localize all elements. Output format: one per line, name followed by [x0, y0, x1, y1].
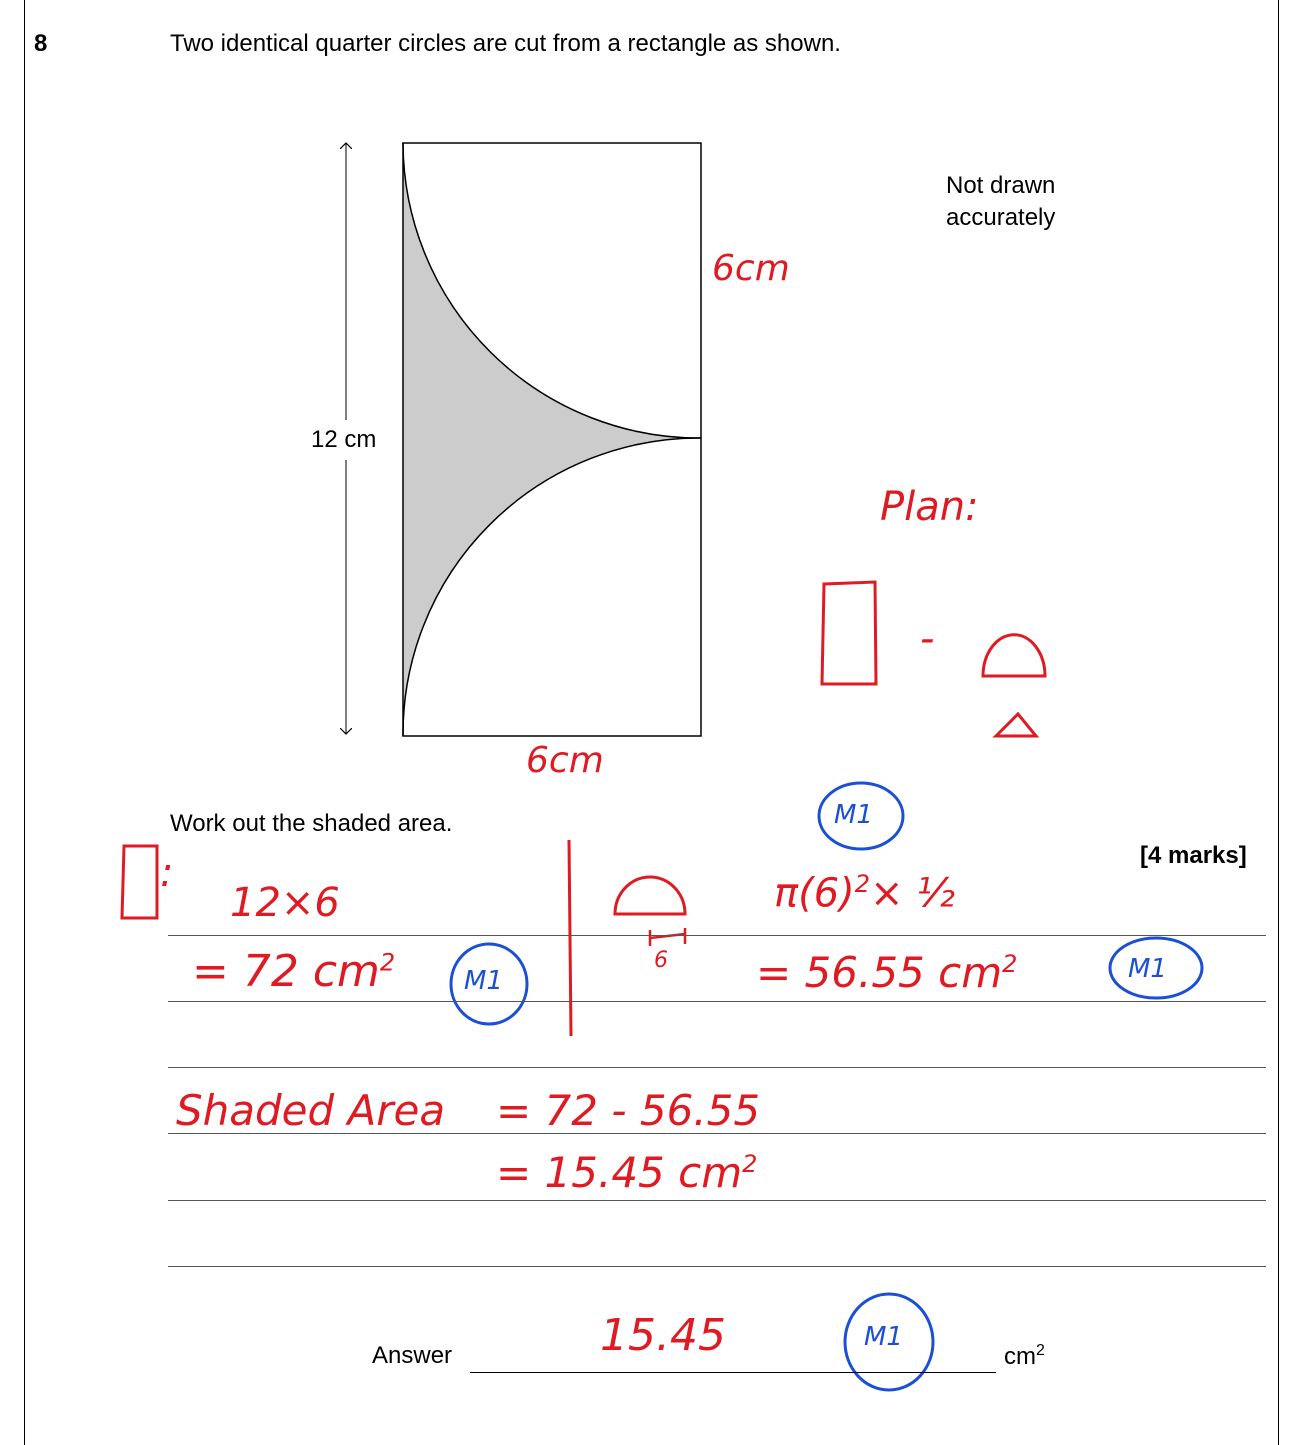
- handwritten-semicircle-calc: $\pi(6)^2\times$ ½: [774, 870, 956, 917]
- plan-triangle-sketch: [996, 714, 1036, 736]
- handwritten-shaded-label: Shaded Area: [176, 1086, 446, 1135]
- m1-mark: M1: [864, 1322, 903, 1352]
- working-divider: [569, 840, 571, 1036]
- question-text: Two identical quarter circles are cut from a rectangle as shown.: [170, 30, 841, 57]
- handwritten-minus: -: [920, 616, 935, 662]
- answer-line: [168, 1001, 1266, 1002]
- handwritten-diameter: 6: [654, 948, 668, 973]
- question-number: 8: [34, 30, 48, 57]
- handwritten-plan: Plan:: [880, 484, 979, 530]
- m1-mark: M1: [1128, 954, 1167, 984]
- shaded-region: [403, 143, 701, 736]
- instruction-text: Work out the shaded area.: [170, 810, 453, 837]
- not-drawn-accurately-note: Not drawn accurately: [946, 172, 1056, 231]
- plan-semicircle-sketch: [983, 635, 1045, 676]
- handwritten-semicircle-result: = 56.55 $cm^2$: [756, 948, 1018, 997]
- working-semicircle-icon: [615, 877, 685, 914]
- handwritten-shaded-calc: = 72 - 56.55: [496, 1086, 761, 1135]
- handwritten-rect-colon: :: [160, 850, 174, 896]
- handwritten-bottom-length: 6cm: [526, 740, 604, 781]
- marks-available: [4 marks]: [1140, 842, 1247, 869]
- answer-label: Answer: [372, 1342, 453, 1369]
- handwritten-rect-calc: 12×6: [230, 880, 340, 926]
- handwritten-rect-result: = 72 $cm^2$: [192, 946, 396, 997]
- handwritten-shaded-result: = 15.45 $cm^2$: [496, 1148, 758, 1197]
- height-dimension-label: 12 cm: [311, 424, 376, 456]
- answer-units: $cm^2$: [1004, 1342, 1045, 1370]
- answer-line: [168, 1266, 1266, 1267]
- answer-field-line[interactable]: [470, 1372, 996, 1373]
- answer-line: [168, 1067, 1266, 1068]
- answer-line: [168, 1200, 1266, 1201]
- plan-rectangle-sketch: [822, 582, 876, 684]
- answer-line: [168, 935, 1266, 936]
- working-rectangle-icon: [122, 846, 157, 918]
- diameter-mark: [650, 928, 685, 946]
- m1-mark: M1: [834, 800, 873, 830]
- handwritten-side-length: 6cm: [712, 248, 790, 289]
- m1-mark: M1: [464, 966, 503, 996]
- handwritten-answer-value: 15.45: [600, 1310, 726, 1361]
